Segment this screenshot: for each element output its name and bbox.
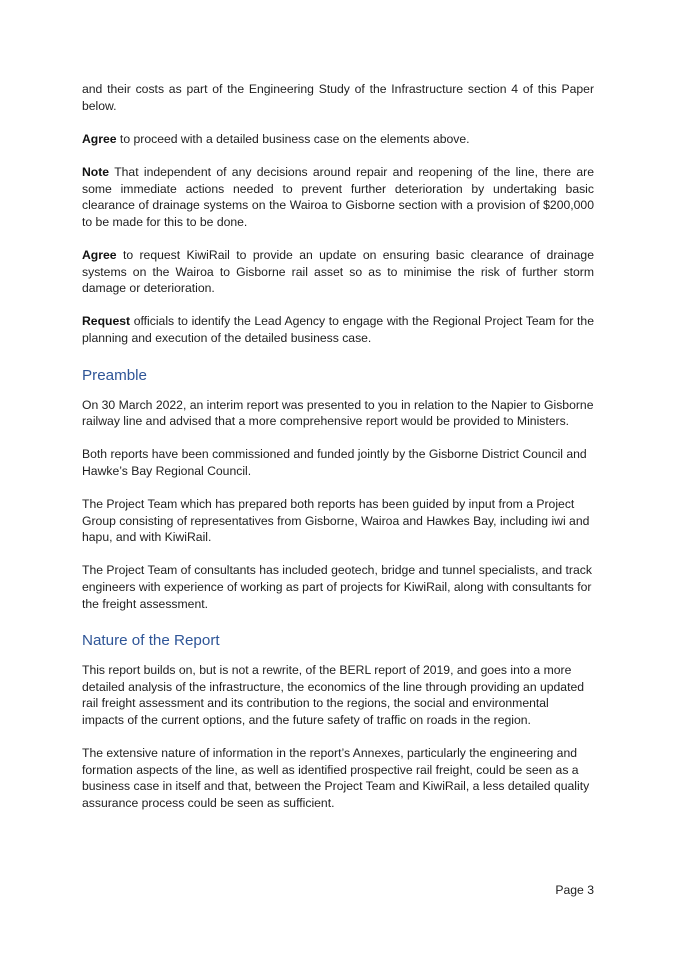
agree-request-text: to request KiwiRail to provide an update on ensuring basic clearance of drainage systems on the Wairoa to Gisborne rail asset so as to minimise the risk of further storm damage or deterioration. bbox=[82, 247, 594, 296]
agree-proceed-paragraph bbox=[82, 131, 594, 148]
note-text: That independent of any decisions around repair and reopening of the line, there are some immediate actions needed to prevent further deterioration by undertaking basic clearance of drainage systems on the Wairoa to Gisborne section with a provision of $200,000 to be made for this to be done. bbox=[82, 164, 594, 229]
preamble-paragraph-3: The Project Team which has prepared both reports has been guided by input from a Project Group consisting of representatives from Gisborne, Wairoa and Hawkes Bay, including iwi and hapu, and with KiwiRail. bbox=[82, 497, 590, 545]
agree-request-paragraph bbox=[82, 247, 594, 297]
preamble-heading: Preamble bbox=[82, 366, 147, 384]
intro-paragraph bbox=[82, 81, 594, 114]
intro-text: and their costs as part of the Engineering Study of the Infrastructure section 4 of this Paper below. bbox=[82, 82, 594, 113]
request-officials-paragraph bbox=[82, 313, 594, 346]
request-officials-text: officials to identify the Lead Agency to engage with the Regional Project Team for the planning and execution of the detailed business case. bbox=[82, 314, 594, 345]
nature-paragraph-2: The extensive nature of information in the report’s Annexes, particularly the engineering and formation aspects of the line, as well as identified prospective rail freight, could be seen as a business case in itself and that, between the Project Team and KiwiRail, a less detailed quality assurance process could be seen as sufficient. bbox=[82, 746, 590, 810]
agree-proceed-text: to proceed with a detailed business case on the elements above. bbox=[116, 131, 470, 146]
preamble-paragraph-1: On 30 March 2022, an interim report was presented to you in relation to the Napier to Gisborne railway line and advised that a more comprehensive report would be provided to Ministers. bbox=[82, 397, 594, 429]
nature-paragraph-1: This report builds on, but is not a rewrite, of the BERL report of 2019, and goes into a more detailed analysis of the infrastructure, the economics of the line through providing an updated rail freight assessment and its contribution to the regions, the social and environmental impacts of the current options, and the future safety of traffic on roads in the region. bbox=[82, 663, 585, 727]
request-officials-lead: Request bbox=[82, 314, 131, 329]
agree-proceed-lead: Agree bbox=[82, 131, 117, 146]
preamble-paragraph-2: Both reports have been commissioned and funded jointly by the Gisborne District Council and Hawke’s Bay Regional Council. bbox=[82, 447, 587, 478]
note-lead: Note bbox=[82, 164, 110, 179]
page-number: Page 3 bbox=[555, 883, 594, 897]
document-body bbox=[82, 81, 594, 812]
note-paragraph bbox=[82, 164, 594, 230]
agree-request-lead: Agree bbox=[82, 247, 117, 262]
preamble-paragraph-4: The Project Team of consultants has included geotech, bridge and tunnel specialists, and track engineers with experience of working as part of projects for KiwiRail, along with consultants for the freight assessment. bbox=[82, 563, 592, 611]
nature-heading: Nature of the Report bbox=[82, 632, 220, 650]
